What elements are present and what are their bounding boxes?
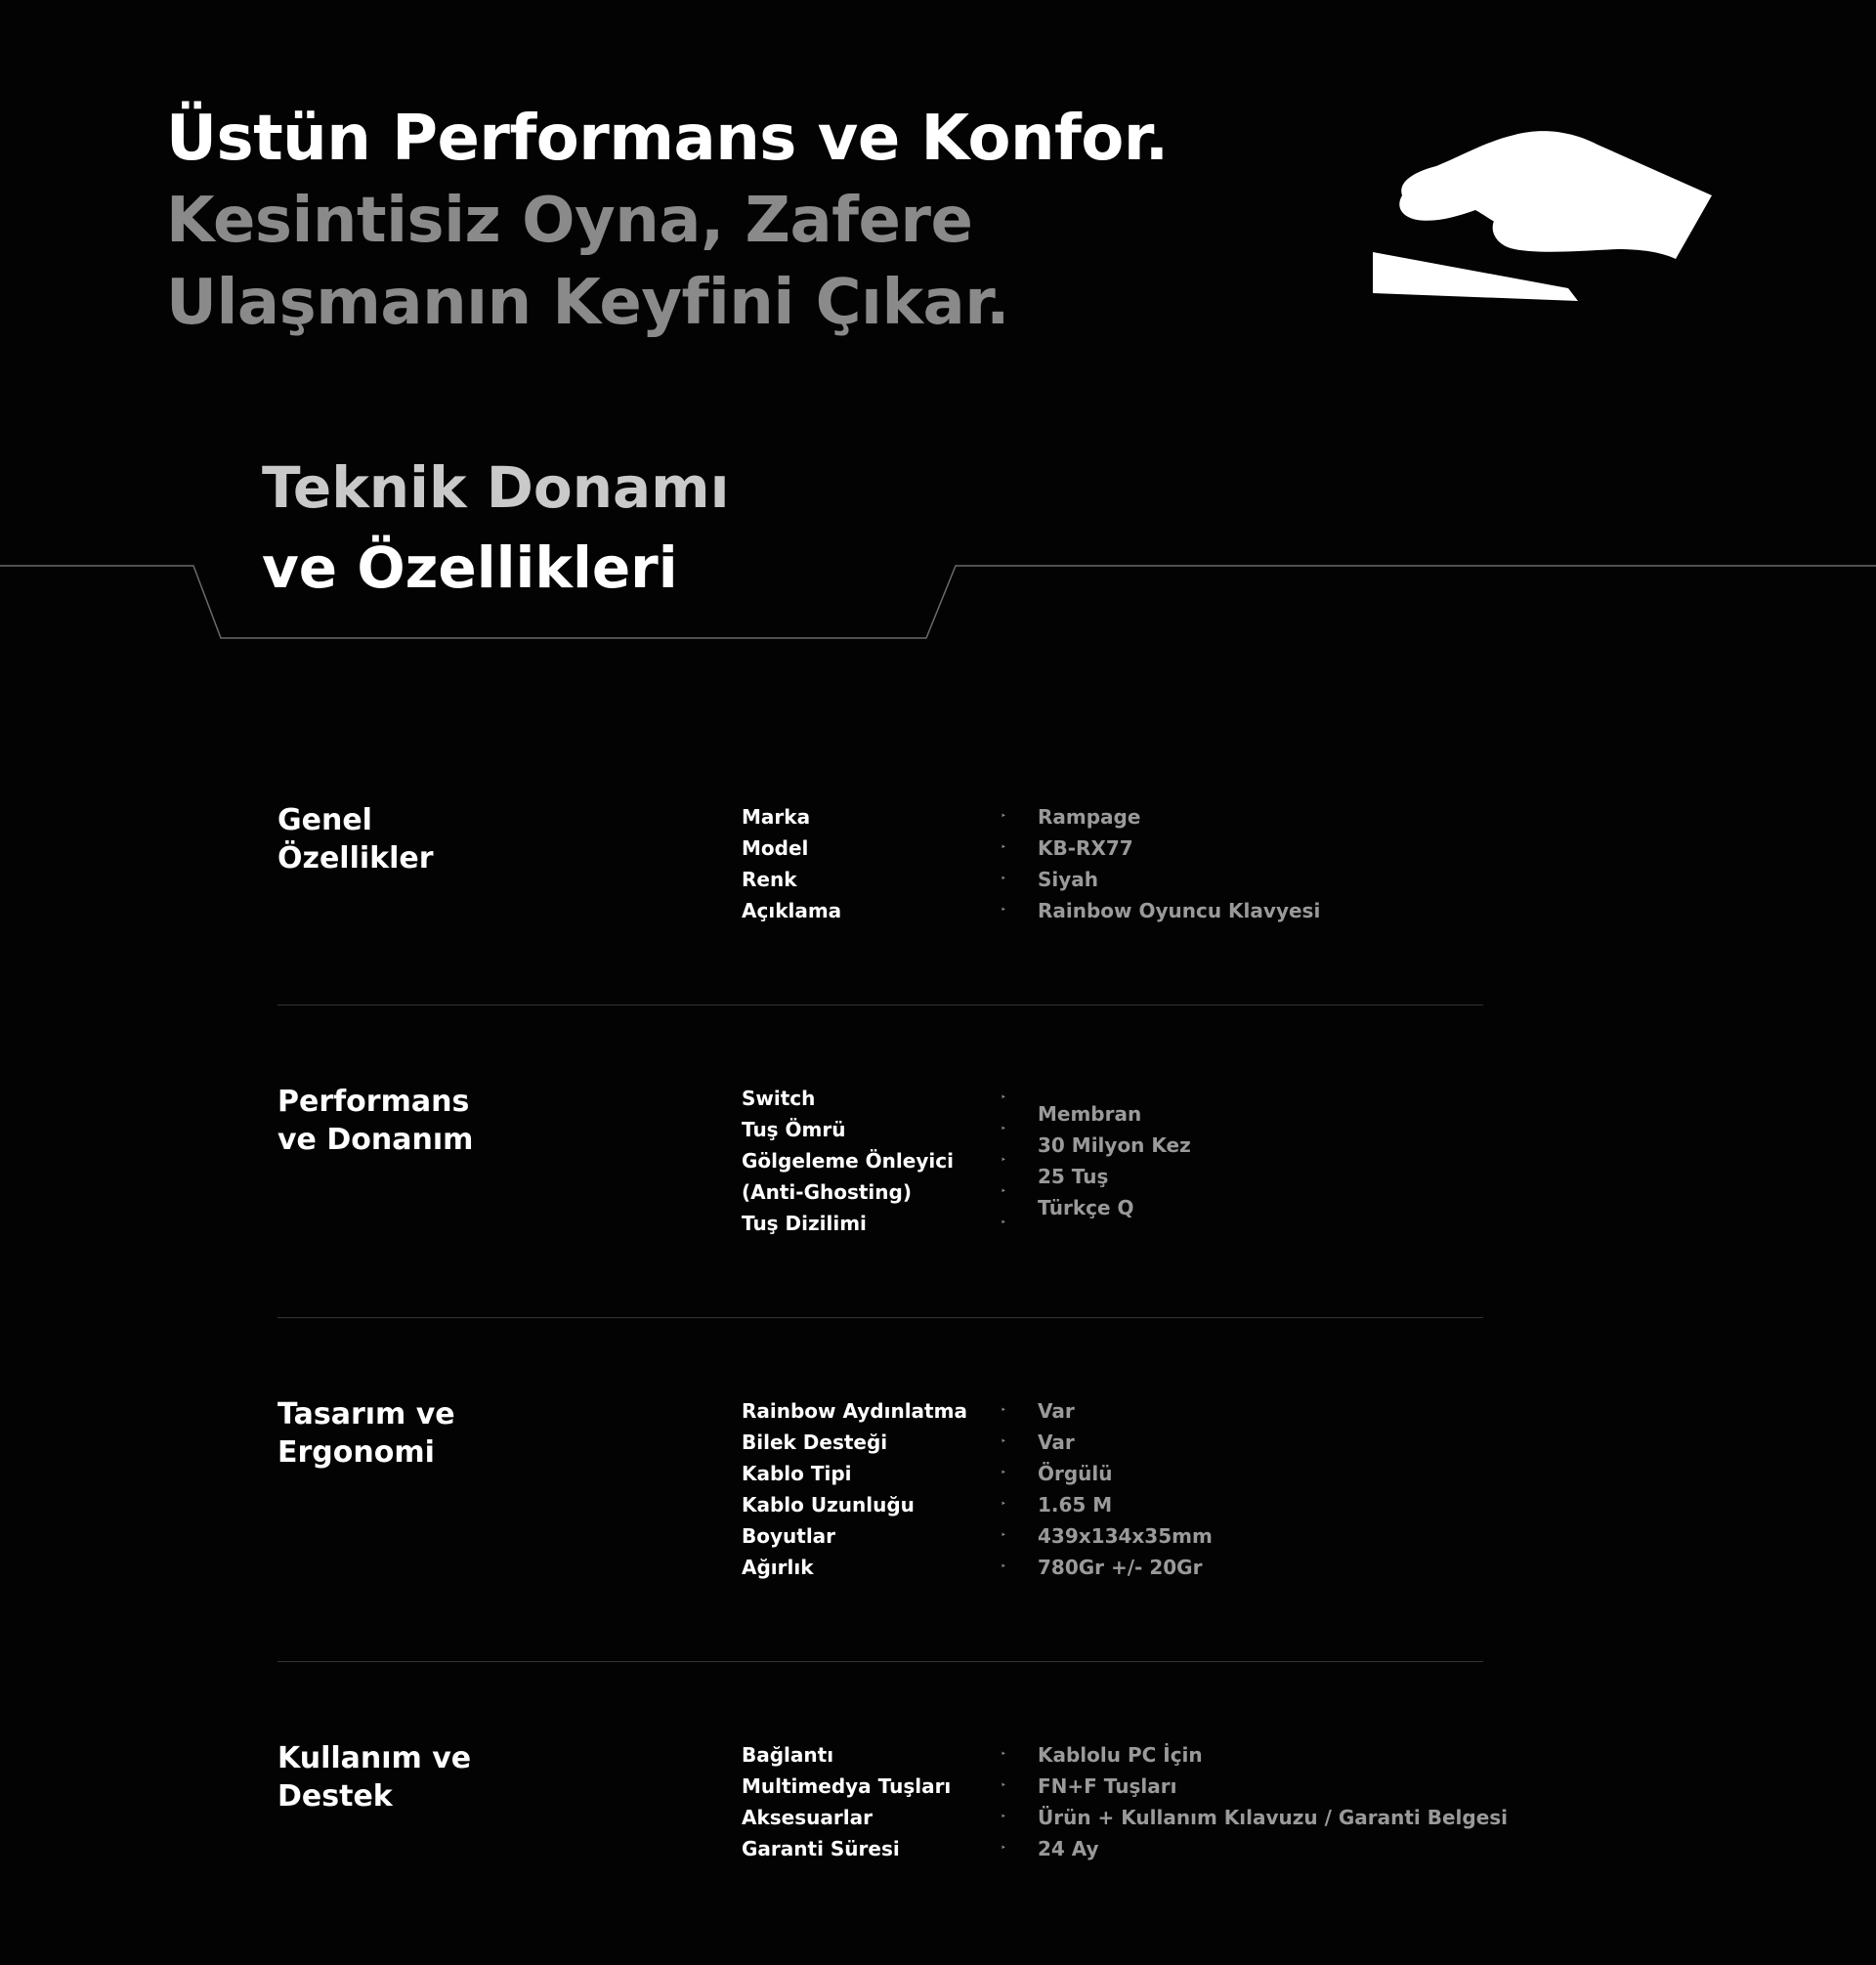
hero-line-3: Ulaşmanın Keyfini Çıkar.	[166, 267, 1009, 339]
spec-arrows	[1001, 1395, 1020, 1583]
bullet-arrow-icon: ‣	[1001, 1499, 1006, 1510]
spec-label: Switch	[742, 1087, 816, 1110]
group-title-line-2: Destek	[277, 1779, 393, 1814]
bullet-arrow-icon: ‣	[1001, 1468, 1006, 1478]
bullet-arrow-icon: ‣	[1001, 874, 1006, 884]
spec-value: FN+F Tuşları	[1038, 1774, 1177, 1798]
spec-label: Bilek Desteği	[742, 1431, 888, 1454]
bullet-arrow-icon: ‣	[1001, 1155, 1006, 1166]
spec-label: Gölgeleme Önleyici	[742, 1149, 954, 1173]
group-title-line-2: Ergonomi	[277, 1435, 435, 1470]
spec-label: Rainbow Aydınlatma	[742, 1399, 967, 1423]
bullet-arrow-icon: ‣	[1001, 1436, 1006, 1447]
spec-arrows	[1001, 801, 1020, 926]
bullet-arrow-icon: ‣	[1001, 811, 1006, 822]
spec-label: Bağlantı	[742, 1743, 834, 1767]
bullet-arrow-icon: ‣	[1001, 1561, 1006, 1572]
group-title	[277, 1395, 688, 1472]
spec-value: 25 Tuş	[1038, 1165, 1109, 1188]
group-title-line-1: Tasarım ve	[277, 1397, 455, 1431]
spec-labels	[742, 1083, 996, 1239]
bullet-arrow-icon: ‣	[1001, 1530, 1006, 1541]
spec-label: Boyutlar	[742, 1524, 836, 1548]
spec-value: Türkçe Q	[1038, 1196, 1134, 1219]
hero-heading	[166, 98, 1241, 344]
group-title-line-1: Kullanım ve	[277, 1741, 472, 1775]
spec-value: 780Gr +/- 20Gr	[1038, 1556, 1203, 1579]
bullet-arrow-icon: ‣	[1001, 1405, 1006, 1416]
bullet-arrow-icon: ‣	[1001, 1217, 1006, 1228]
spec-value: 1.65 M	[1038, 1493, 1113, 1516]
bullet-arrow-icon: ‣	[1001, 1843, 1006, 1854]
spec-value: Kablolu PC İçin	[1038, 1743, 1203, 1767]
group-divider	[277, 1661, 1483, 1662]
group-divider	[277, 1004, 1483, 1005]
group-divider	[277, 1317, 1483, 1318]
bullet-arrow-icon: ‣	[1001, 1812, 1006, 1822]
spec-value: Var	[1038, 1431, 1075, 1454]
spec-value: Siyah	[1038, 868, 1099, 891]
bullet-arrow-icon: ‣	[1001, 1186, 1006, 1197]
bullet-arrow-icon: ‣	[1001, 1749, 1006, 1760]
group-title-line-1: Performans	[277, 1085, 470, 1119]
section-title-line-2: ve Özellikleri	[262, 534, 678, 601]
spec-value: Ürün + Kullanım Kılavuzu / Garanti Belgesi	[1038, 1806, 1509, 1829]
spec-label: Tuş Ömrü	[742, 1118, 846, 1141]
spec-label: Aksesuarlar	[742, 1806, 873, 1829]
hero-line-2: Kesintisiz Oyna, Zafere	[166, 185, 973, 257]
spec-value: Var	[1038, 1399, 1075, 1423]
spec-value: 30 Milyon Kez	[1038, 1133, 1191, 1157]
spec-label: (Anti-Ghosting)	[742, 1180, 912, 1204]
section-title-line-1: Teknik Donamı	[262, 454, 730, 521]
spec-label: Tuş Dizilimi	[742, 1212, 867, 1235]
spec-label: Garanti Süresi	[742, 1837, 900, 1860]
spec-labels	[742, 1739, 996, 1864]
bullet-arrow-icon: ‣	[1001, 1092, 1006, 1103]
spec-label: Kablo Tipi	[742, 1462, 852, 1485]
bullet-arrow-icon: ‣	[1001, 1124, 1006, 1134]
hero-line-1: Üstün Performans ve Konfor.	[166, 103, 1169, 175]
spec-labels	[742, 1395, 996, 1583]
spec-value: 24 Ay	[1038, 1837, 1099, 1860]
spec-value: Membran	[1038, 1102, 1142, 1126]
spec-label: Renk	[742, 868, 797, 891]
spec-label: Model	[742, 836, 809, 860]
spec-values	[1038, 1739, 1509, 1864]
spec-value: Rampage	[1038, 805, 1141, 829]
spec-values	[1038, 1395, 1497, 1583]
spec-label: Multimedya Tuşları	[742, 1774, 952, 1798]
section-title	[262, 448, 729, 608]
spec-label: Ağırlık	[742, 1556, 814, 1579]
spec-value: 439x134x35mm	[1038, 1524, 1213, 1548]
group-title-line-1: Genel	[277, 803, 372, 837]
bullet-arrow-icon: ‣	[1001, 842, 1006, 853]
spec-label: Marka	[742, 805, 811, 829]
spec-value: Örgülü	[1038, 1462, 1113, 1485]
bullet-arrow-icon: ‣	[1001, 905, 1006, 916]
spec-arrows	[1001, 1083, 1020, 1239]
spec-values	[1038, 1098, 1497, 1223]
spec-labels	[742, 801, 996, 926]
group-title	[277, 1083, 688, 1159]
spec-label: Açıklama	[742, 899, 842, 922]
group-title-line-2: Özellikler	[277, 841, 434, 876]
spec-value: KB-RX77	[1038, 836, 1133, 860]
spec-arrows	[1001, 1739, 1020, 1864]
spec-value: Rainbow Oyuncu Klavyesi	[1038, 899, 1321, 922]
spec-values	[1038, 801, 1497, 926]
spec-label: Kablo Uzunluğu	[742, 1493, 915, 1516]
group-title-line-2: ve Donanım	[277, 1123, 474, 1157]
group-title	[277, 801, 688, 877]
bullet-arrow-icon: ‣	[1001, 1780, 1006, 1791]
hand-on-keyboard-icon	[1368, 127, 1720, 308]
group-title	[277, 1739, 688, 1815]
